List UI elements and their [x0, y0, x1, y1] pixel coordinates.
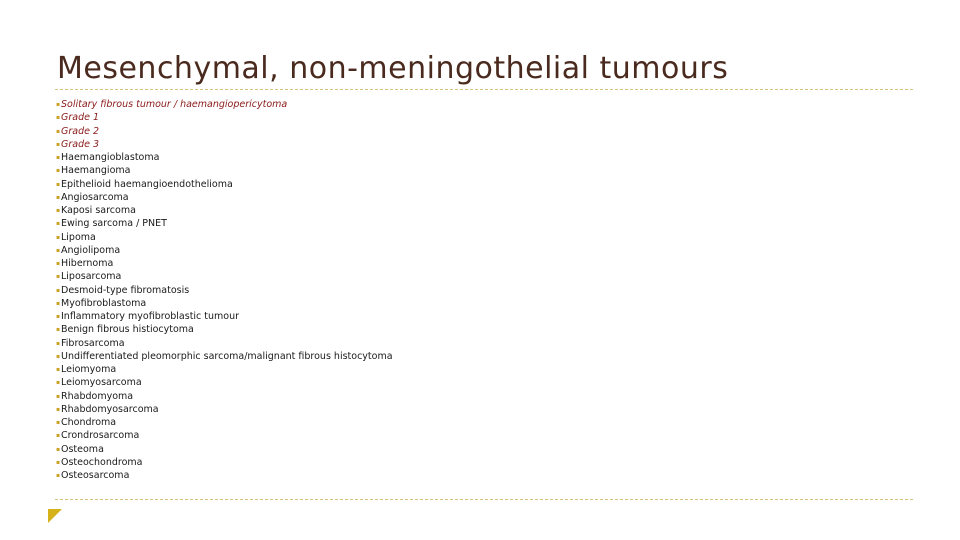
- bullet-icon: ▪: [56, 127, 61, 135]
- list-item: [56, 151, 393, 164]
- list-item: [56, 270, 393, 283]
- tumour-list: [56, 98, 393, 482]
- sub-list-item: [56, 125, 393, 138]
- list-item: [56, 244, 393, 257]
- list-item: [56, 376, 393, 389]
- bullet-icon: ▪: [56, 207, 61, 214]
- bullet-icon: ▪: [56, 193, 61, 201]
- list-item: [56, 257, 393, 270]
- bullet-icon: ▪: [56, 313, 61, 320]
- list-item-label: Chondroma: [61, 417, 117, 428]
- list-item-label: Solitary fibrous tumour / haemangiopericytoma: [61, 99, 288, 110]
- bullet-icon: ▪: [56, 154, 61, 161]
- bullet-icon: ▪: [56, 220, 61, 228]
- list-item: [56, 231, 393, 244]
- bullet-icon: ▪: [56, 233, 61, 241]
- bullet-icon: ▪: [56, 366, 61, 373]
- list-item: [56, 323, 393, 336]
- list-item: [56, 191, 393, 204]
- list-item: [56, 98, 393, 111]
- bullet-icon: ▪: [56, 326, 61, 334]
- bullet-icon: ▪: [56, 140, 61, 148]
- list-item-label: Haemangioblastoma: [61, 152, 160, 163]
- list-item: [56, 178, 393, 191]
- bullet-icon: ▪: [56, 167, 61, 175]
- list-item-label: Liposarcoma: [61, 271, 122, 283]
- list-item: [56, 350, 393, 363]
- bullet-icon: ▪: [56, 432, 61, 440]
- list-item-label: Osteosarcoma: [61, 470, 130, 481]
- bullet-icon: ▪: [56, 405, 61, 413]
- list-item: [56, 164, 393, 177]
- bullet-icon: ▪: [56, 273, 61, 281]
- list-item-label: Osteoma: [61, 443, 104, 455]
- list-item: [56, 204, 393, 217]
- list-item-label: Rhabdomyosarcoma: [61, 403, 159, 415]
- footer-divider: [55, 499, 913, 500]
- bullet-icon: ▪: [56, 392, 61, 400]
- list-item-label: Undifferentiated pleomorphic sarcoma/malignant fibrous histocytoma: [61, 350, 393, 362]
- list-item-label: Benign fibrous histiocytoma: [61, 324, 194, 336]
- triangle-arrow-icon: [47, 508, 63, 524]
- sub-list-item: [56, 138, 393, 151]
- slide-title: Mesenchymal, non-meningothelial tumours: [57, 51, 729, 86]
- bullet-icon: ▪: [56, 352, 61, 360]
- list-item: [56, 429, 393, 442]
- bullet-icon: ▪: [56, 180, 61, 188]
- bullet-icon: ▪: [56, 114, 61, 122]
- list-item-label: Lipoma: [61, 231, 96, 243]
- bullet-icon: ▪: [56, 458, 61, 466]
- bullet-icon: ▪: [56, 286, 61, 294]
- list-item-label: Grade 3: [61, 138, 100, 150]
- bullet-icon: ▪: [56, 299, 61, 307]
- title-divider: [55, 89, 913, 90]
- list-item-label: Haemangioma: [61, 165, 131, 177]
- list-item: [56, 284, 393, 297]
- bullet-icon: ▪: [56, 379, 61, 387]
- bullet-icon: ▪: [56, 419, 61, 426]
- list-item-label: Crondrosarcoma: [61, 430, 140, 442]
- list-item-label: Inflammatory myofibroblastic tumour: [61, 311, 240, 322]
- list-item-label: Ewing sarcoma / PNET: [61, 218, 167, 230]
- list-item-label: Angiolipoma: [61, 244, 121, 256]
- list-item-label: Epithelioid haemangioendothelioma: [61, 178, 233, 190]
- bullet-icon: ▪: [56, 101, 61, 108]
- list-item-label: Hibernoma: [61, 258, 114, 269]
- list-item: [56, 469, 393, 482]
- list-item: [56, 363, 393, 376]
- list-item-label: Osteochondroma: [61, 456, 143, 468]
- list-item: [56, 337, 393, 350]
- list-item: [56, 297, 393, 310]
- list-item-label: Desmoid-type fibromatosis: [61, 284, 190, 296]
- list-item-label: Fibrosarcoma: [61, 337, 125, 349]
- list-item-label: Kaposi sarcoma: [61, 205, 136, 216]
- list-item: [56, 403, 393, 416]
- list-item: [56, 456, 393, 469]
- bullet-icon: ▪: [56, 339, 61, 347]
- bullet-icon: ▪: [56, 472, 61, 479]
- list-item-label: Rhabdomyoma: [61, 390, 134, 402]
- bullet-icon: ▪: [56, 260, 61, 267]
- list-item-label: Grade 1: [61, 112, 100, 124]
- list-item: [56, 443, 393, 456]
- list-item-label: Myofibroblastoma: [61, 297, 147, 309]
- list-item-label: Angiosarcoma: [61, 191, 129, 203]
- list-item: [56, 390, 393, 403]
- list-item-label: Leiomyoma: [61, 364, 117, 375]
- list-item: [56, 416, 393, 429]
- sub-list-item: [56, 111, 393, 124]
- list-item: [56, 217, 393, 230]
- list-item-label: Leiomyosarcoma: [61, 377, 142, 389]
- bullet-icon: ▪: [56, 445, 61, 453]
- list-item-label: Grade 2: [61, 125, 100, 137]
- bullet-icon: ▪: [56, 246, 61, 254]
- list-item: [56, 310, 393, 323]
